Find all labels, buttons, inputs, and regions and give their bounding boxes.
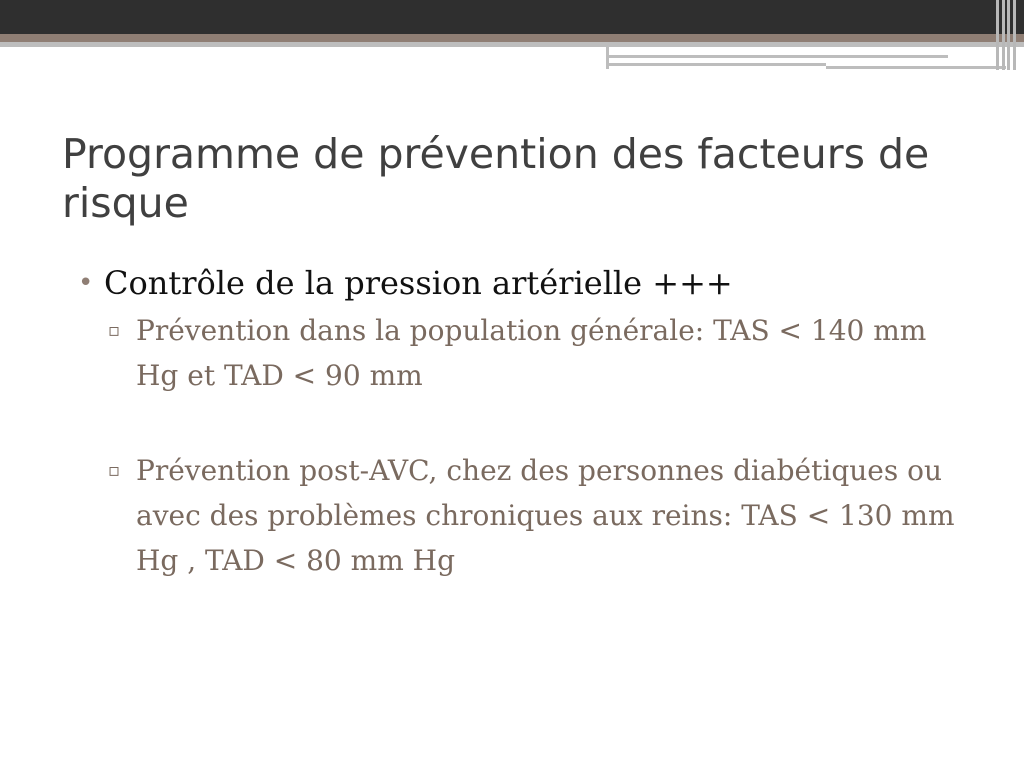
bullet-text: Contrôle de la pression artérielle +++ — [104, 264, 733, 302]
sub-bullet-text: Prévention dans la population générale: TAS < 140 mm Hg et TAD < 90 mm — [136, 314, 927, 392]
header-decor-line — [826, 66, 1006, 69]
sub-bullet-icon: ▫ — [108, 460, 121, 481]
header-decor-line — [606, 63, 826, 66]
header-decor-line — [606, 55, 948, 58]
sub-bullet-text: Prévention post-AVC, chez des personnes diabétiques ou avec des problèmes chroniques aux reins: TAS < 130 mm Hg , TAD < 80 mm Hg — [136, 454, 955, 577]
header-stripe — [1013, 0, 1016, 70]
header-grey-band — [0, 42, 1024, 47]
header-stripe — [996, 0, 999, 70]
bullet-icon: • — [78, 268, 94, 298]
header-stripe — [1007, 0, 1010, 70]
slide-content — [74, 262, 974, 583]
header-stripe — [1002, 0, 1005, 70]
bullet-item — [74, 262, 974, 304]
sub-bullet-item — [106, 448, 974, 583]
header-dark-band — [0, 0, 1024, 34]
header-accent-band — [0, 34, 1024, 42]
header-stripes — [994, 0, 1024, 70]
sub-bullet-item — [106, 308, 974, 398]
slide-title: Programme de prévention des facteurs de risque — [62, 130, 930, 227]
spacer — [74, 398, 974, 448]
sub-bullet-icon: ▫ — [108, 320, 121, 341]
